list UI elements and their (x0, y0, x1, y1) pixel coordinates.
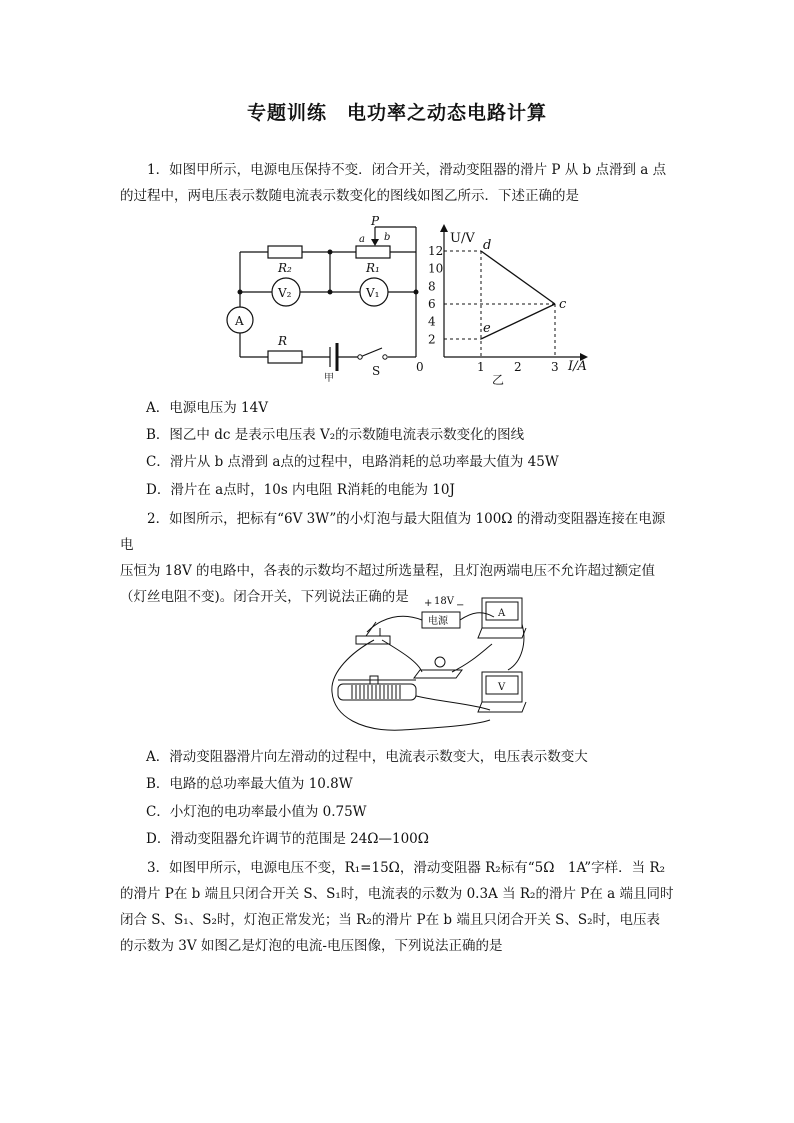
apparatus-figure (322, 592, 532, 738)
label-ammeter: A (235, 314, 244, 328)
q2-line3: （灯丝电阻不变)。闭合开关，下列说法正确的是 (120, 589, 409, 605)
y-tick-label: 12 (428, 244, 444, 259)
voltage-label: 18V (434, 596, 454, 607)
u-i-graph-yi (416, 222, 600, 388)
label-v2: V₂ (278, 286, 292, 300)
label-r2: R₂ (278, 261, 292, 275)
ammeter-letter: A (498, 608, 506, 619)
x-tick-label: 3 (551, 360, 559, 374)
label-v1: V₁ (366, 286, 380, 300)
y-tick-label: 4 (428, 314, 436, 329)
q3-line1: 3．如图甲所示，电源电压不变，R₁=15Ω，滑动变阻器 R₂标有“5Ω 1A”字样．当 R₂ (147, 860, 666, 876)
line-ec (481, 304, 555, 339)
label-a: a (359, 234, 365, 245)
plus-label: + (424, 598, 433, 609)
question-1 (120, 157, 676, 209)
x-axis-label: I/A (568, 359, 587, 374)
q1-option-b: B．图乙中 dc 是表示电压表 V₂的示数随电流表示数变化的图线 (146, 427, 525, 443)
minus-label: − (456, 600, 465, 611)
y-tick-label: 8 (428, 279, 436, 294)
y-tick-label: 2 (428, 332, 436, 347)
q1-line1: 1．如图甲所示，电源电压保持不变．闭合开关，滑动变阻器的滑片 P 从 b 点滑到 a 点 (147, 162, 667, 178)
x-tick-label: 2 (514, 360, 522, 374)
label-r1: R₁ (366, 261, 380, 275)
q2-line2: 压恒为 18V 的电路中，各表的示数均不超过所选量程，且灯泡两端电压不允许超过额定值 (120, 563, 656, 579)
point-c-label: c (559, 297, 567, 312)
y-tick-label: 6 (428, 297, 436, 312)
origin-label: 0 (416, 360, 424, 374)
resistor-r (268, 351, 302, 363)
y-axis-label: U/V (450, 231, 475, 246)
resistor-r2 (268, 246, 302, 258)
power-supply-label: 电源 (428, 616, 448, 627)
voltmeter-letter: V (498, 682, 506, 693)
label-switch-s: S (372, 364, 381, 378)
x-tick-label: 1 (477, 360, 485, 374)
rheostat (338, 684, 416, 700)
q2-option-d: D．滑动变阻器允许调节的范围是 24Ω—100Ω (146, 831, 429, 847)
label-jia: 甲 (324, 373, 334, 384)
circuit-diagram-jia (220, 215, 430, 385)
q3-line4: 的示数为 3V 如图乙是灯泡的电流-电压图像，下列说法正确的是 (120, 938, 503, 954)
q3-line2: 的滑片 P在 b 端且只闭合开关 S、S₁时，电流表的示数为 0.3A 当 R₂的滑片 P在 a 端且同时 (120, 886, 674, 902)
question-3 (120, 855, 676, 959)
q1-line2: 的过程中，两电压表示数随电流表示数变化的图线如图乙所示．下述正确的是 (120, 188, 579, 204)
label-b: b (384, 232, 391, 243)
q2-line1: 2．如图所示，把标有“6V 3W”的小灯泡与最大阻值为 100Ω 的滑动变阻器连接在电源电 (120, 511, 666, 553)
y-tick-label: 10 (428, 261, 444, 276)
q1-option-a: A．电源电压为 14V (146, 400, 268, 416)
line-dc (481, 251, 555, 304)
q2-option-c: C．小灯泡的电功率最小值为 0.75W (146, 804, 367, 820)
lamp (435, 657, 445, 667)
page-title: 专题训练 电功率之动态电路计算 (246, 102, 547, 124)
point-d-label: d (483, 238, 492, 253)
q2-option-b: B．电路的总功率最大值为 10.8W (146, 776, 353, 792)
resistor-r1 (356, 246, 390, 258)
label-yi: 乙 (492, 373, 505, 387)
q2-option-a: A．滑动变阻器滑片向左滑动的过程中，电流表示数变大，电压表示数变大 (146, 749, 588, 765)
q3-line3: 闭合 S、S₁、S₂时，灯泡正常发光；当 R₂的滑片 P在 b 端且只闭合开关 S、S₂时，电压表 (120, 912, 661, 928)
q1-option-d: D．滑片在 a点时，10s 内电阻 R消耗的电能为 10J (146, 482, 455, 498)
point-e-label: e (483, 321, 491, 336)
q1-option-c: C．滑片从 b 点滑到 a点的过程中，电路消耗的总功率最大值为 45W (146, 454, 559, 470)
label-r: R (278, 334, 288, 348)
label-p: P (371, 214, 380, 228)
